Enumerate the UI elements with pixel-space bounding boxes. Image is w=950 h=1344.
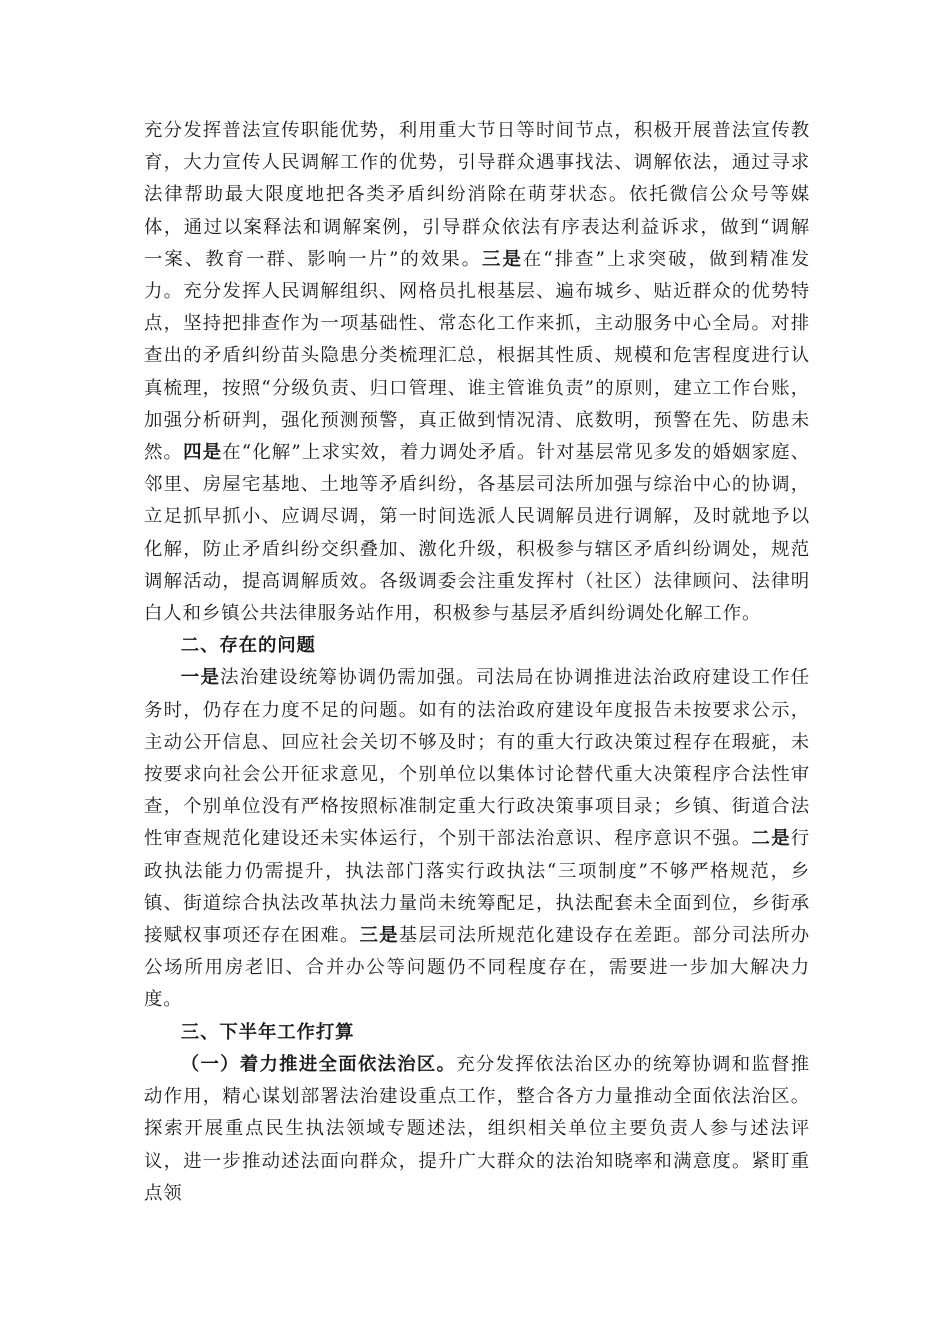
paragraph-problems xyxy=(144,662,810,1016)
paragraph-text: 充分发挥普法宣传职能优势，利用重大节日等时间节点，积极开展普法宣传教育，大力宣传人民调解工作的优势，引导群众遇事找法、调解依法，通过寻求法律帮助最大限度地把各类矛盾纠纷消除在萌芽状态。依托微信公众号等媒体，通过以案释法和调解案例，引导群众依法有序表达利益诉求，做到“调解一案、教育一群、影响一片”的效果。 xyxy=(144,120,810,270)
paragraph-text: 在“排查”上求突破，做到精准发力。充分发挥人民调解组织、网格员扎根基层、遍布城乡、贴近群众的优势特点，坚持把排查作为一项基础性、常态化工作来抓，主动服务中心全局。对排查出的矛盾纠纷苗头隐患分类梳理汇总，根据其性质、规模和危害程度进行认真梳理，按照“分级负责、归口管理、谁主管谁负责”的原则，建立工作台账，加强分析研判，强化预测预警，真正做到情况清、底数明，预警在先、防患未然。 xyxy=(144,248,810,464)
paragraph-text: 行政执法能力仍需提升，执法部门落实行政执法“三项制度”不够严格规范，乡镇、街道综合执法改革执法力量尚未统筹配足，执法配套未全面到位，乡街承接赋权事项还存在困难。 xyxy=(144,828,810,947)
bold-lead: 一是 xyxy=(180,667,221,689)
bold-lead: 四是 xyxy=(183,442,223,464)
paragraph-text: 在“化解”上求实效，着力调处矛盾。针对基层常见多发的婚姻家庭、邻里、房屋宅基地、土地等矛盾纠纷，各基层司法所加强与综治中心的协调，立足抓早抓小、应调尽调，第一时间选派人民调解员进行调解，及时就地予以化解，防止矛盾纠纷交织叠加、激化升级，积极参与辖区矛盾纠纷调处，规范调解活动，提高调解质效。各级调委会注重发挥村（社区）法律顾问、法律明白人和乡镇公共法律服务站作用，积极参与基层矛盾纠纷调处化解工作。 xyxy=(144,442,810,625)
paragraph-plans xyxy=(144,1049,810,1210)
section-heading-plans: 三、下半年工作打算 xyxy=(180,1021,355,1043)
bold-lead: 三是 xyxy=(359,925,399,947)
section-heading-problems: 二、存在的问题 xyxy=(180,635,316,657)
bold-lead: 三是 xyxy=(482,248,523,270)
paragraph-text: 基层司法所规范化建设存在差距。部分司法所办公场所用房老旧、合并办公等问题仍不同程度存在，需要进一步加大解决力度。 xyxy=(144,925,810,1011)
paragraph-mediation xyxy=(144,115,810,630)
paragraph-text: 法治建设统筹协调仍需加强。司法局在协调推进法治政府建设工作任务时，仍存在力度不足的问题。如有的法治政府建设年度报告未按要求公示，主动公开信息、回应社会关切不够及时；有的重大行政决策过程存在瑕疵，未按要求向社会公开征求意见，个别单位以集体讨论替代重大决策程序合法性审查，个别单位没有严格按照标准制定重大行政决策事项目录；乡镇、街道合法性审查规范化建设还未实体运行，个别干部法治意识、程序意识不强。 xyxy=(144,667,810,850)
paragraph-text: 充分发挥依法治区办的统筹协调和监督推动作用，精心谋划部署法治建设重点工作，整合各方力量推动全面依法治区。探索开展重点民生执法领域专题述法，组织相关单位主要负责人参与述法评议，进一步推动述法面向群众，提升广大群众的法治知晓率和满意度。紧盯重点领 xyxy=(144,1053,811,1204)
bold-lead: （一）着力推进全面依法治区。 xyxy=(180,1053,457,1075)
bold-lead: 二是 xyxy=(751,828,791,850)
document-page xyxy=(144,115,810,1210)
